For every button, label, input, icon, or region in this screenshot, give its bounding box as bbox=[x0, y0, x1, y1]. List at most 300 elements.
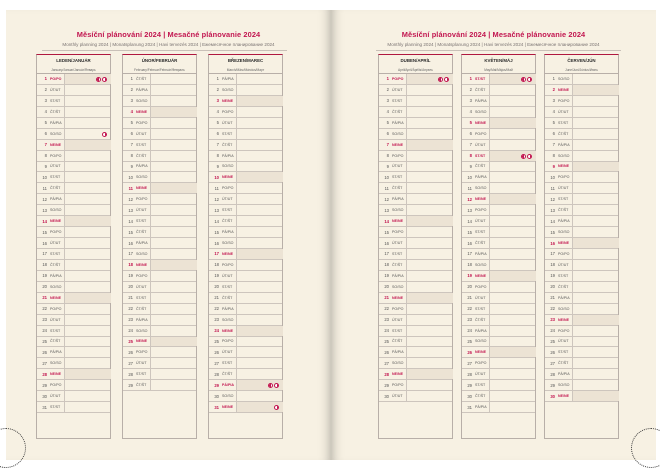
day-row[interactable] bbox=[37, 162, 110, 173]
day-row[interactable] bbox=[37, 402, 110, 413]
day-row[interactable] bbox=[462, 74, 535, 85]
note-space[interactable] bbox=[406, 282, 453, 292]
note-space[interactable] bbox=[150, 271, 197, 281]
day-row[interactable] bbox=[209, 129, 282, 140]
day-row[interactable] bbox=[209, 369, 282, 380]
note-space[interactable] bbox=[572, 391, 619, 401]
note-space[interactable] bbox=[572, 85, 619, 95]
day-row[interactable] bbox=[37, 85, 110, 96]
note-space[interactable] bbox=[489, 304, 536, 314]
day-row[interactable] bbox=[123, 205, 196, 216]
note-space[interactable] bbox=[572, 304, 619, 314]
note-space[interactable] bbox=[406, 271, 453, 281]
note-space[interactable] bbox=[236, 205, 283, 215]
day-row[interactable] bbox=[209, 194, 282, 205]
note-space[interactable] bbox=[236, 227, 283, 237]
note-space[interactable] bbox=[406, 227, 453, 237]
day-row[interactable] bbox=[462, 85, 535, 96]
note-space[interactable] bbox=[489, 391, 536, 401]
day-row[interactable] bbox=[379, 194, 452, 205]
day-row[interactable] bbox=[209, 216, 282, 227]
day-row[interactable] bbox=[545, 358, 618, 369]
day-row[interactable] bbox=[37, 391, 110, 402]
note-space[interactable] bbox=[236, 326, 283, 336]
note-space[interactable] bbox=[406, 380, 453, 390]
day-row[interactable] bbox=[209, 227, 282, 238]
day-row[interactable] bbox=[545, 304, 618, 315]
day-row[interactable] bbox=[379, 282, 452, 293]
note-space[interactable] bbox=[64, 391, 111, 401]
day-row[interactable] bbox=[545, 238, 618, 249]
day-row[interactable] bbox=[545, 315, 618, 326]
note-space[interactable] bbox=[64, 249, 111, 259]
note-space[interactable] bbox=[150, 238, 197, 248]
day-row[interactable] bbox=[209, 162, 282, 173]
day-row[interactable] bbox=[123, 238, 196, 249]
day-row[interactable] bbox=[123, 140, 196, 151]
note-space[interactable] bbox=[489, 216, 536, 226]
note-space[interactable] bbox=[236, 96, 283, 106]
day-row[interactable] bbox=[209, 151, 282, 162]
day-row[interactable] bbox=[462, 391, 535, 402]
note-space[interactable] bbox=[236, 107, 283, 117]
note-space[interactable] bbox=[406, 326, 453, 336]
note-space[interactable] bbox=[572, 183, 619, 193]
note-space[interactable] bbox=[236, 358, 283, 368]
note-space[interactable] bbox=[489, 402, 536, 412]
day-row[interactable] bbox=[545, 337, 618, 348]
day-row[interactable] bbox=[379, 172, 452, 183]
note-space[interactable] bbox=[64, 358, 111, 368]
note-space[interactable] bbox=[572, 140, 619, 150]
day-row[interactable] bbox=[209, 205, 282, 216]
note-space[interactable] bbox=[406, 96, 453, 106]
note-space[interactable] bbox=[572, 74, 619, 84]
day-row[interactable] bbox=[379, 162, 452, 173]
note-space[interactable] bbox=[489, 358, 536, 368]
note-space[interactable] bbox=[489, 205, 536, 215]
note-space[interactable] bbox=[406, 118, 453, 128]
note-space[interactable] bbox=[572, 205, 619, 215]
note-space[interactable] bbox=[236, 369, 283, 379]
note-space[interactable] bbox=[236, 282, 283, 292]
day-row[interactable] bbox=[379, 85, 452, 96]
note-space[interactable] bbox=[406, 358, 453, 368]
day-row[interactable] bbox=[37, 337, 110, 348]
day-row[interactable] bbox=[545, 129, 618, 140]
note-space[interactable] bbox=[572, 194, 619, 204]
note-space[interactable] bbox=[572, 249, 619, 259]
day-row[interactable] bbox=[545, 293, 618, 304]
note-space[interactable] bbox=[64, 183, 111, 193]
day-row[interactable] bbox=[379, 315, 452, 326]
note-space[interactable] bbox=[150, 162, 197, 172]
day-row[interactable] bbox=[209, 326, 282, 337]
note-space[interactable] bbox=[150, 260, 197, 270]
day-row[interactable] bbox=[462, 293, 535, 304]
note-space[interactable] bbox=[150, 216, 197, 226]
day-row[interactable] bbox=[379, 293, 452, 304]
day-row[interactable] bbox=[379, 107, 452, 118]
day-row[interactable] bbox=[37, 315, 110, 326]
note-space[interactable] bbox=[572, 369, 619, 379]
day-row[interactable] bbox=[37, 282, 110, 293]
day-row[interactable] bbox=[545, 205, 618, 216]
note-space[interactable] bbox=[64, 293, 111, 303]
day-row[interactable] bbox=[123, 118, 196, 129]
note-space[interactable] bbox=[64, 96, 111, 106]
note-space[interactable] bbox=[64, 216, 111, 226]
day-row[interactable] bbox=[37, 238, 110, 249]
note-space[interactable] bbox=[236, 129, 283, 139]
note-space[interactable] bbox=[406, 129, 453, 139]
day-row[interactable] bbox=[123, 380, 196, 391]
note-space[interactable] bbox=[489, 172, 536, 182]
note-space[interactable] bbox=[572, 326, 619, 336]
note-space[interactable] bbox=[236, 271, 283, 281]
day-row[interactable] bbox=[209, 85, 282, 96]
day-row[interactable] bbox=[379, 380, 452, 391]
day-row[interactable] bbox=[545, 271, 618, 282]
note-space[interactable] bbox=[64, 326, 111, 336]
day-row[interactable] bbox=[209, 260, 282, 271]
note-space[interactable] bbox=[406, 391, 453, 401]
note-space[interactable] bbox=[406, 140, 453, 150]
day-row[interactable] bbox=[209, 402, 282, 413]
note-space[interactable] bbox=[406, 238, 453, 248]
note-space[interactable] bbox=[489, 194, 536, 204]
note-space[interactable] bbox=[64, 315, 111, 325]
note-space[interactable] bbox=[489, 85, 536, 95]
day-row[interactable] bbox=[123, 369, 196, 380]
note-space[interactable] bbox=[150, 205, 197, 215]
note-space[interactable] bbox=[406, 304, 453, 314]
note-space[interactable] bbox=[572, 271, 619, 281]
day-row[interactable] bbox=[462, 369, 535, 380]
day-row[interactable] bbox=[209, 315, 282, 326]
day-row[interactable] bbox=[123, 162, 196, 173]
day-row[interactable] bbox=[462, 260, 535, 271]
note-space[interactable] bbox=[236, 260, 283, 270]
note-space[interactable] bbox=[236, 194, 283, 204]
note-space[interactable] bbox=[150, 293, 197, 303]
day-row[interactable] bbox=[462, 282, 535, 293]
note-space[interactable] bbox=[150, 369, 197, 379]
note-space[interactable] bbox=[150, 74, 197, 84]
note-space[interactable] bbox=[150, 129, 197, 139]
note-space[interactable] bbox=[572, 293, 619, 303]
note-space[interactable] bbox=[64, 282, 111, 292]
day-row[interactable] bbox=[123, 271, 196, 282]
note-space[interactable] bbox=[406, 369, 453, 379]
note-space[interactable] bbox=[64, 260, 111, 270]
note-space[interactable] bbox=[150, 282, 197, 292]
day-row[interactable] bbox=[209, 118, 282, 129]
day-row[interactable] bbox=[37, 96, 110, 107]
note-space[interactable] bbox=[572, 282, 619, 292]
day-row[interactable] bbox=[37, 216, 110, 227]
day-row[interactable] bbox=[545, 194, 618, 205]
day-row[interactable] bbox=[123, 96, 196, 107]
note-space[interactable] bbox=[236, 216, 283, 226]
day-row[interactable] bbox=[545, 162, 618, 173]
note-space[interactable] bbox=[150, 151, 197, 161]
day-row[interactable] bbox=[379, 140, 452, 151]
day-row[interactable] bbox=[379, 205, 452, 216]
note-space[interactable] bbox=[489, 140, 536, 150]
day-row[interactable] bbox=[379, 118, 452, 129]
note-space[interactable] bbox=[150, 337, 197, 347]
day-row[interactable] bbox=[379, 249, 452, 260]
note-space[interactable] bbox=[64, 304, 111, 314]
day-row[interactable] bbox=[379, 74, 452, 85]
note-space[interactable] bbox=[64, 205, 111, 215]
day-row[interactable] bbox=[37, 172, 110, 183]
day-row[interactable] bbox=[37, 227, 110, 238]
day-row[interactable] bbox=[123, 183, 196, 194]
day-row[interactable] bbox=[379, 260, 452, 271]
note-space[interactable] bbox=[489, 337, 536, 347]
day-row[interactable] bbox=[379, 347, 452, 358]
note-space[interactable] bbox=[406, 85, 453, 95]
note-space[interactable] bbox=[489, 347, 536, 357]
note-space[interactable] bbox=[236, 140, 283, 150]
note-space[interactable] bbox=[489, 118, 536, 128]
note-space[interactable] bbox=[572, 96, 619, 106]
day-row[interactable] bbox=[379, 216, 452, 227]
note-space[interactable] bbox=[236, 172, 283, 182]
day-row[interactable] bbox=[545, 326, 618, 337]
note-space[interactable] bbox=[572, 172, 619, 182]
note-space[interactable] bbox=[236, 118, 283, 128]
day-row[interactable] bbox=[209, 172, 282, 183]
day-row[interactable] bbox=[545, 216, 618, 227]
note-space[interactable] bbox=[572, 380, 619, 390]
day-row[interactable] bbox=[123, 293, 196, 304]
day-row[interactable] bbox=[209, 74, 282, 85]
day-row[interactable] bbox=[123, 107, 196, 118]
day-row[interactable] bbox=[37, 74, 110, 85]
note-space[interactable] bbox=[64, 194, 111, 204]
note-space[interactable] bbox=[489, 293, 536, 303]
day-row[interactable] bbox=[123, 315, 196, 326]
day-row[interactable] bbox=[209, 271, 282, 282]
day-row[interactable] bbox=[123, 151, 196, 162]
day-row[interactable] bbox=[209, 391, 282, 402]
note-space[interactable] bbox=[489, 315, 536, 325]
note-space[interactable] bbox=[64, 118, 111, 128]
day-row[interactable] bbox=[462, 380, 535, 391]
note-space[interactable] bbox=[236, 151, 283, 161]
note-space[interactable] bbox=[406, 347, 453, 357]
note-space[interactable] bbox=[406, 337, 453, 347]
day-row[interactable] bbox=[209, 282, 282, 293]
note-space[interactable] bbox=[489, 129, 536, 139]
note-space[interactable] bbox=[489, 326, 536, 336]
day-row[interactable] bbox=[379, 238, 452, 249]
note-space[interactable] bbox=[150, 227, 197, 237]
day-row[interactable] bbox=[462, 96, 535, 107]
day-row[interactable] bbox=[545, 282, 618, 293]
day-row[interactable] bbox=[545, 347, 618, 358]
note-space[interactable] bbox=[406, 172, 453, 182]
note-space[interactable] bbox=[64, 271, 111, 281]
note-space[interactable] bbox=[236, 162, 283, 172]
day-row[interactable] bbox=[545, 391, 618, 402]
day-row[interactable] bbox=[545, 96, 618, 107]
note-space[interactable] bbox=[406, 315, 453, 325]
note-space[interactable] bbox=[150, 380, 197, 390]
day-row[interactable] bbox=[462, 347, 535, 358]
note-space[interactable] bbox=[236, 293, 283, 303]
note-space[interactable] bbox=[406, 107, 453, 117]
note-space[interactable] bbox=[150, 304, 197, 314]
note-space[interactable] bbox=[236, 85, 283, 95]
note-space[interactable] bbox=[64, 238, 111, 248]
note-space[interactable] bbox=[150, 326, 197, 336]
day-row[interactable] bbox=[37, 347, 110, 358]
note-space[interactable] bbox=[150, 183, 197, 193]
note-space[interactable] bbox=[150, 315, 197, 325]
day-row[interactable] bbox=[379, 369, 452, 380]
note-space[interactable] bbox=[236, 183, 283, 193]
note-space[interactable] bbox=[489, 238, 536, 248]
day-row[interactable] bbox=[209, 337, 282, 348]
note-space[interactable] bbox=[64, 140, 111, 150]
day-row[interactable] bbox=[37, 249, 110, 260]
day-row[interactable] bbox=[123, 74, 196, 85]
note-space[interactable] bbox=[489, 260, 536, 270]
note-space[interactable] bbox=[572, 337, 619, 347]
note-space[interactable] bbox=[236, 337, 283, 347]
note-space[interactable] bbox=[236, 249, 283, 259]
note-space[interactable] bbox=[150, 347, 197, 357]
day-row[interactable] bbox=[123, 216, 196, 227]
day-row[interactable] bbox=[37, 260, 110, 271]
note-space[interactable] bbox=[489, 96, 536, 106]
note-space[interactable] bbox=[572, 358, 619, 368]
day-row[interactable] bbox=[462, 358, 535, 369]
day-row[interactable] bbox=[379, 96, 452, 107]
note-space[interactable] bbox=[150, 140, 197, 150]
note-space[interactable] bbox=[572, 107, 619, 117]
day-row[interactable] bbox=[209, 347, 282, 358]
day-row[interactable] bbox=[462, 249, 535, 260]
day-row[interactable] bbox=[37, 194, 110, 205]
note-space[interactable] bbox=[64, 347, 111, 357]
note-space[interactable] bbox=[236, 74, 283, 84]
day-row[interactable] bbox=[209, 380, 282, 391]
note-space[interactable] bbox=[406, 194, 453, 204]
day-row[interactable] bbox=[462, 227, 535, 238]
day-row[interactable] bbox=[37, 118, 110, 129]
day-row[interactable] bbox=[209, 249, 282, 260]
note-space[interactable] bbox=[572, 238, 619, 248]
day-row[interactable] bbox=[37, 369, 110, 380]
day-row[interactable] bbox=[545, 369, 618, 380]
day-row[interactable] bbox=[545, 85, 618, 96]
note-space[interactable] bbox=[406, 249, 453, 259]
day-row[interactable] bbox=[123, 85, 196, 96]
day-row[interactable] bbox=[123, 194, 196, 205]
note-space[interactable] bbox=[150, 249, 197, 259]
day-row[interactable] bbox=[379, 326, 452, 337]
day-row[interactable] bbox=[462, 183, 535, 194]
day-row[interactable] bbox=[462, 216, 535, 227]
day-row[interactable] bbox=[379, 391, 452, 402]
note-space[interactable] bbox=[489, 282, 536, 292]
note-space[interactable] bbox=[64, 337, 111, 347]
day-row[interactable] bbox=[209, 140, 282, 151]
note-space[interactable] bbox=[406, 183, 453, 193]
day-row[interactable] bbox=[462, 140, 535, 151]
day-row[interactable] bbox=[209, 183, 282, 194]
day-row[interactable] bbox=[545, 380, 618, 391]
day-row[interactable] bbox=[462, 162, 535, 173]
note-space[interactable] bbox=[150, 85, 197, 95]
day-row[interactable] bbox=[209, 96, 282, 107]
note-space[interactable] bbox=[572, 347, 619, 357]
note-space[interactable] bbox=[150, 107, 197, 117]
day-row[interactable] bbox=[379, 271, 452, 282]
note-space[interactable] bbox=[406, 162, 453, 172]
day-row[interactable] bbox=[123, 358, 196, 369]
day-row[interactable] bbox=[123, 227, 196, 238]
day-row[interactable] bbox=[209, 107, 282, 118]
note-space[interactable] bbox=[406, 205, 453, 215]
day-row[interactable] bbox=[462, 271, 535, 282]
day-row[interactable] bbox=[123, 172, 196, 183]
day-row[interactable] bbox=[462, 304, 535, 315]
day-row[interactable] bbox=[209, 304, 282, 315]
day-row[interactable] bbox=[37, 107, 110, 118]
note-space[interactable] bbox=[64, 227, 111, 237]
day-row[interactable] bbox=[379, 358, 452, 369]
day-row[interactable] bbox=[462, 238, 535, 249]
note-space[interactable] bbox=[572, 118, 619, 128]
note-space[interactable] bbox=[150, 358, 197, 368]
note-space[interactable] bbox=[489, 380, 536, 390]
day-row[interactable] bbox=[545, 151, 618, 162]
day-row[interactable] bbox=[545, 227, 618, 238]
day-row[interactable] bbox=[462, 151, 535, 162]
day-row[interactable] bbox=[37, 358, 110, 369]
day-row[interactable] bbox=[462, 326, 535, 337]
day-row[interactable] bbox=[209, 358, 282, 369]
day-row[interactable] bbox=[545, 74, 618, 85]
note-space[interactable] bbox=[489, 162, 536, 172]
day-row[interactable] bbox=[545, 107, 618, 118]
day-row[interactable] bbox=[123, 282, 196, 293]
day-row[interactable] bbox=[123, 304, 196, 315]
day-row[interactable] bbox=[545, 172, 618, 183]
day-row[interactable] bbox=[123, 347, 196, 358]
note-space[interactable] bbox=[489, 271, 536, 281]
day-row[interactable] bbox=[37, 205, 110, 216]
note-space[interactable] bbox=[489, 183, 536, 193]
note-space[interactable] bbox=[64, 380, 111, 390]
note-space[interactable] bbox=[572, 315, 619, 325]
day-row[interactable] bbox=[37, 140, 110, 151]
day-row[interactable] bbox=[462, 118, 535, 129]
note-space[interactable] bbox=[406, 216, 453, 226]
day-row[interactable] bbox=[37, 293, 110, 304]
day-row[interactable] bbox=[462, 172, 535, 183]
day-row[interactable] bbox=[37, 129, 110, 140]
day-row[interactable] bbox=[123, 326, 196, 337]
day-row[interactable] bbox=[379, 304, 452, 315]
note-space[interactable] bbox=[489, 227, 536, 237]
